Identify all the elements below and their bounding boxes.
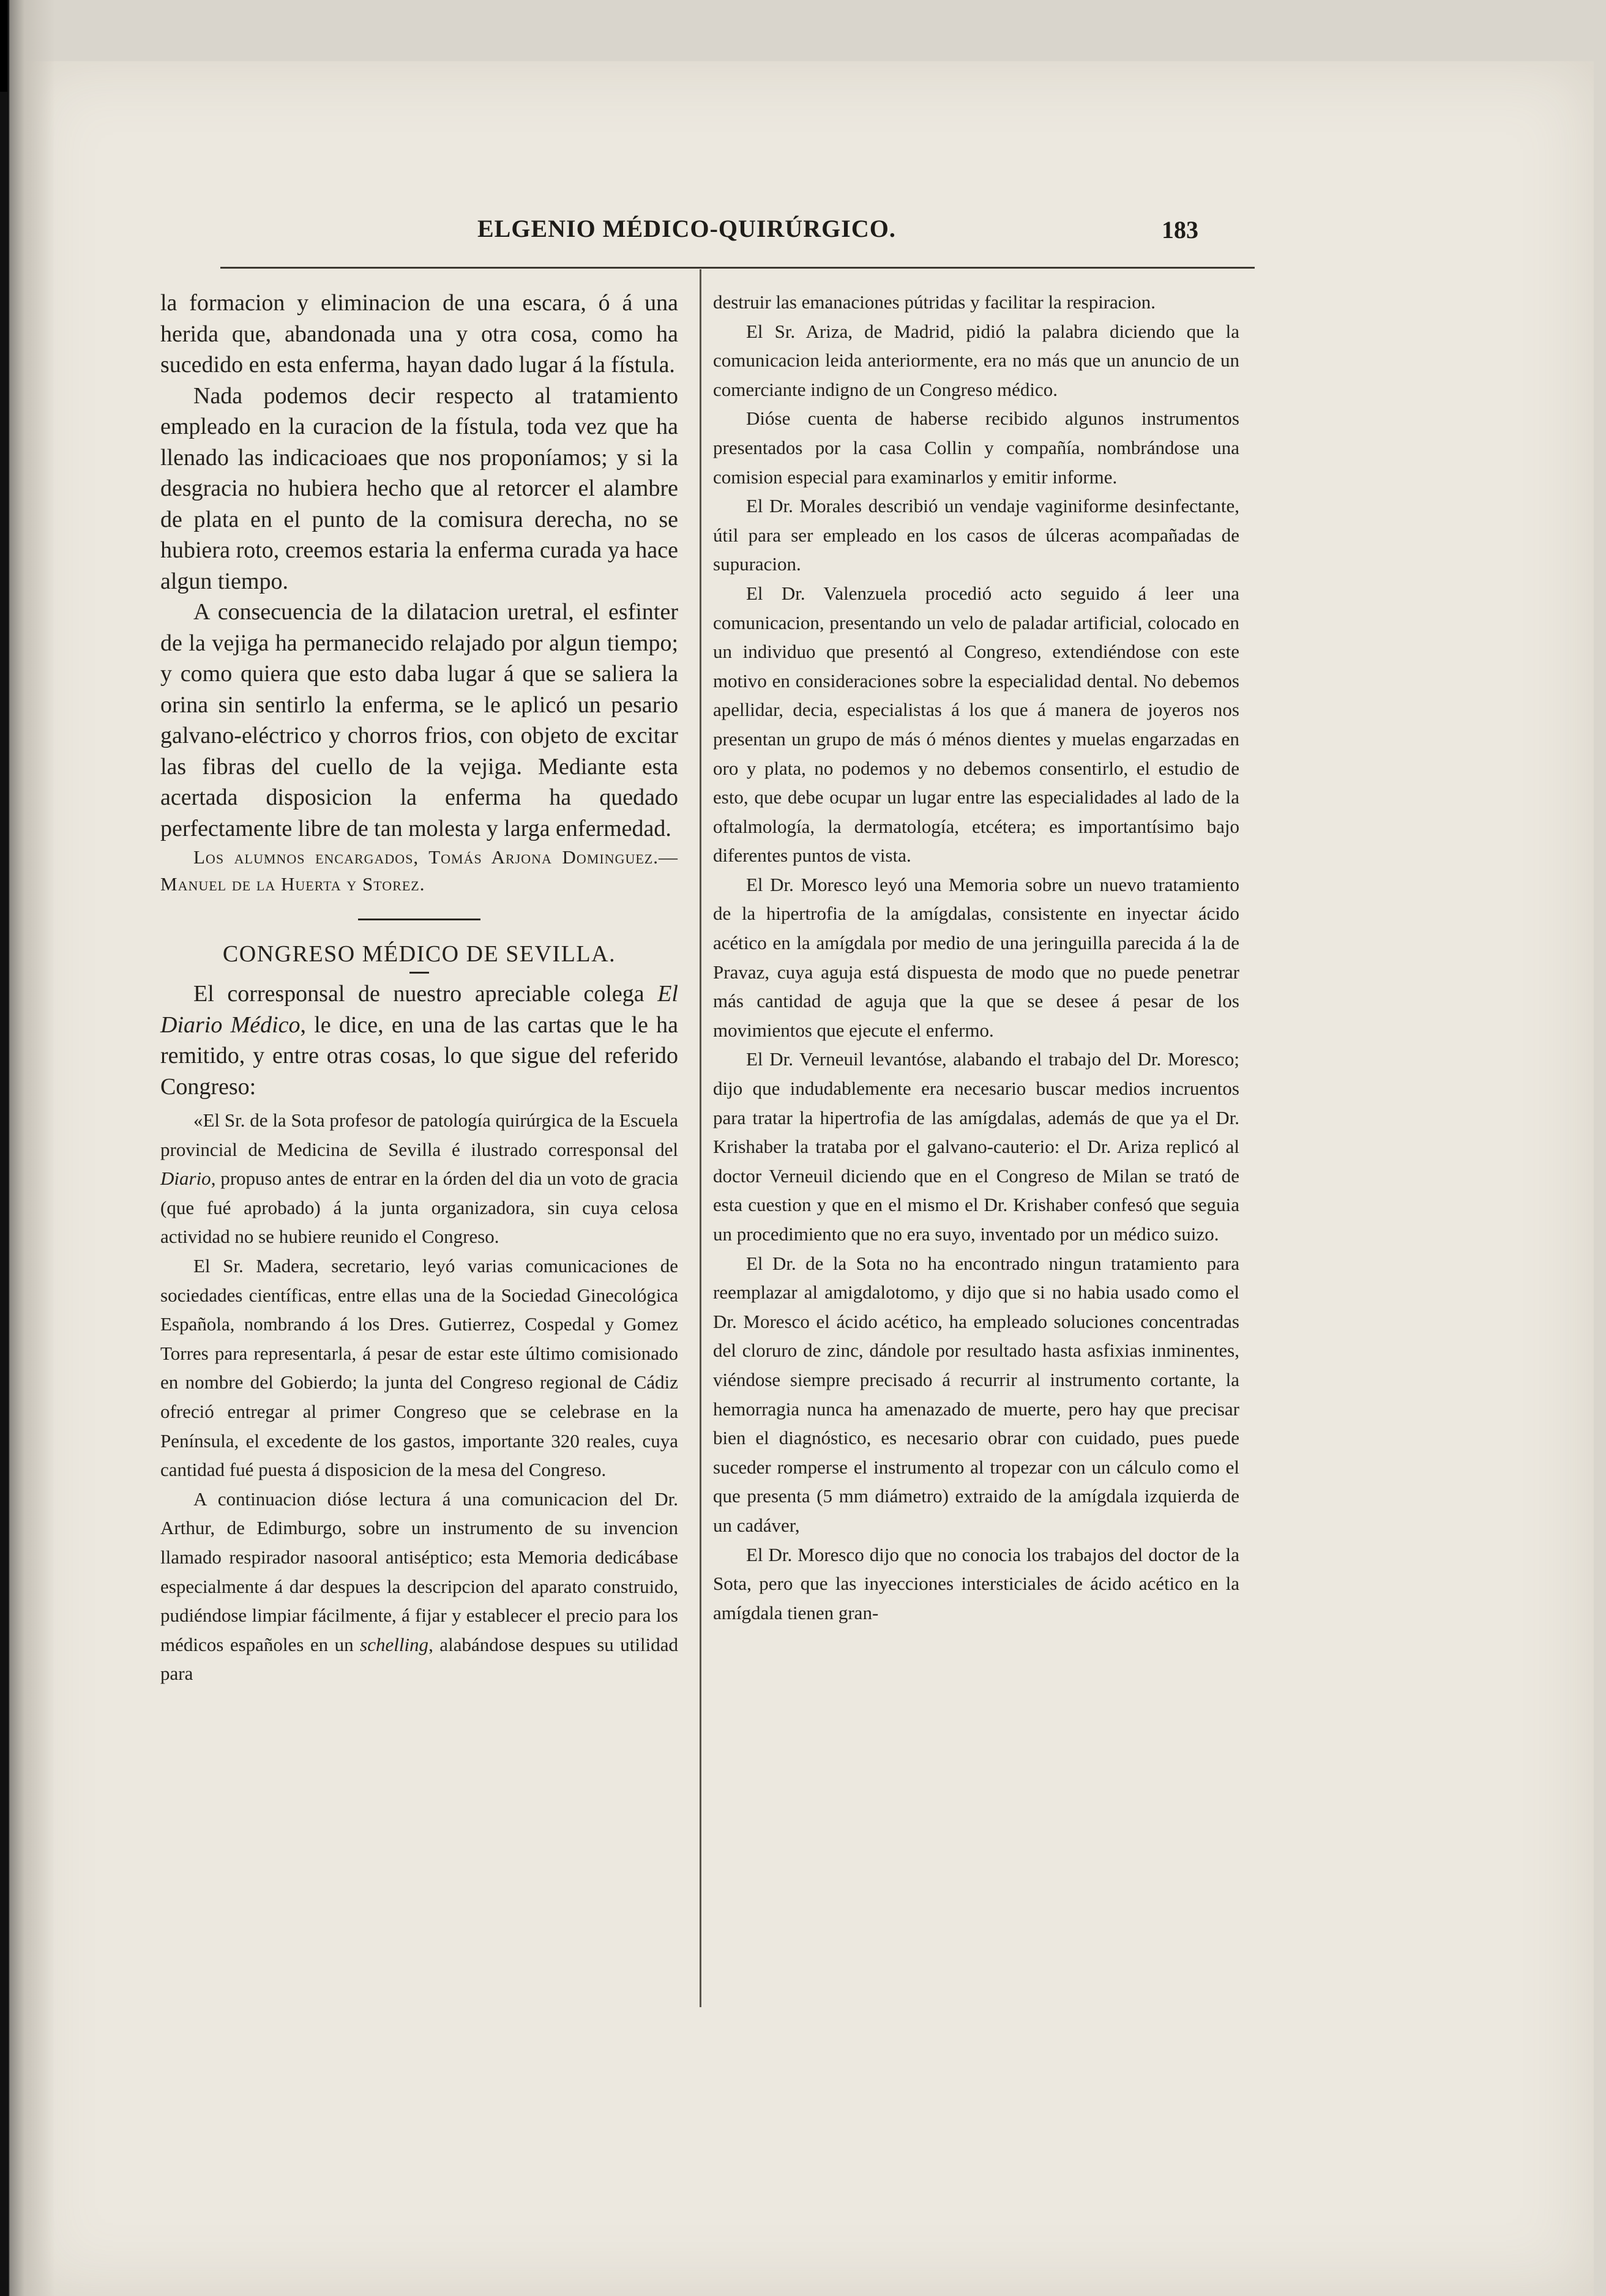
running-title: ELGENIO MÉDICO-QUIRÚRGICO.: [477, 215, 896, 242]
quote-paragraph: «El Sr. de la Sota profesor de patología quirúrgica de la Escuela provincial de Medicina de Sevilla é ilustrado corresponsal del Diario, propuso antes de entrar en la órden del dia un voto de gracia (que fué aprobado) á la junta organizadora, sin cuya celosa actividad no se hubiere reunido el Congreso.: [160, 1109, 678, 1248]
left-column: [160, 288, 678, 1688]
paragraph: Nada podemos decir respecto al tratamiento empleado en la curacion de la fístula, toda vez que ha llenado las indicacioaes que nos proponíamos; y si la desgracia no hubiera hecho que al retorcer el alambre de plata en el punto de la comisura derecha, no se hubiera roto, creemos estaria la enferma curada ya hace algun tiempo.: [160, 382, 678, 594]
paragraph: El Dr. de la Sota no ha encontrado ningun tratamiento para reemplazar al amigdalotomo, y dijo que si no habia usado como el Dr. Moresco el ácido acético, ha empleado soluciones concentradas del cloruro de zinc, dándole por resultado hasta asfixias inminentes, viéndose siempre precisado á recurrir al instrumento cortante, la hemorragia nunca ha amenazado de muerte, pero hay que precisar bien el diagnóstico, es necesario obrar con cuidado, pues puede suceder romperse el instrumento al tropezar con un cálculo como el que presenta (5 mm diámetro) extraido de la amígdala izquierda de un cadáver,: [713, 1252, 1239, 1536]
paragraph: El Dr. Valenzuela procedió acto seguido á leer una comunicacion, presentando un velo de paladar artificial, colocado en un individuo que presentó al Congreso, extendiéndose con este motivo en consideraciones sobre la especialidad dental. No debemos apellidar, decia, especialistas á los que á manera de joyeros nos presentan un grupo de más ó ménos dientes y muelas engarzadas en oro y plata, no podemos y no debemos consentirlo, el estudio de esto, que debe ocupar un lugar entre las especialidades al lado de la oftalmología, la dermatología, etcétera; es importantísimo bajo diferentes puntos de vista.: [713, 582, 1239, 867]
quote-paragraph: El Sr. Madera, secretario, leyó varias comunicaciones de sociedades científicas, entre ellas una de la Sociedad Ginecológica Española, nombrando á los Dres. Gutierrez, Cospedal y Gomez Torres para representarla, á pesar de estar este último comisionado en nombre del Gobierdo; la junta del Congreso regional de Cádiz ofreció entregar al primer Congreso que se celebrase en la Península, el excedente de los gastos, importante 320 reales, cuya cantidad fué puesta á disposicion de la mesa del Congreso.: [160, 1254, 678, 1481]
paragraph: Dióse cuenta de haberse recibido algunos instrumentos presentados por la casa Collin y compañía, nombrándose una comision especial para examinarlos y emitir informe.: [713, 408, 1239, 488]
header-rule: [220, 267, 1255, 269]
author-signature: Los alumnos encargados, Tomás Arjona Dominguez.—Manuel de la Huerta y Storez.: [160, 846, 678, 895]
paragraph: El Sr. Ariza, de Madrid, pidió la palabra diciendo que la comunicacion leida anteriormente, era no más que un anuncio de un comerciante indigno de un Congreso médico.: [713, 320, 1239, 400]
binding-edge: [0, 0, 7, 92]
section-separator: [358, 919, 480, 920]
quote-paragraph: A continuacion dióse lectura á una comunicacion del Dr. Arthur, de Edimburgo, sobre un instrumento de su invencion llamado respirador nasooral antiséptico; esta Memoria dedicábase especialmente á dar despues la descripcion del aparato construido, pudiéndose limpiar fácilmente, á fijar y establecer el precio para los médicos españoles en un schelling, alabándose despues su utilidad para: [160, 1488, 678, 1685]
right-column: [713, 288, 1239, 1627]
paragraph: El Dr. Morales describió un vendaje vaginiforme desinfectante, útil para ser empleado en los casos de úlceras acompañadas de supuracion.: [713, 495, 1239, 575]
column-divider: [700, 269, 701, 2007]
paragraph: la formacion y eliminacion de una escara, ó á una herida que, abandonada una y otra cosa, como ha sucedido en esta enferma, hayan dado lugar á la fístula.: [160, 290, 678, 378]
paragraph: El Dr. Moresco dijo que no conocia los trabajos del doctor de la Sota, pero que las inyecciones intersticiales de ácido acético en la amígdala tienen gran-: [713, 1543, 1239, 1623]
page-number: 183: [1162, 216, 1198, 244]
paragraph: destruir las emanaciones pútridas y facilitar la respiracion.: [713, 291, 1156, 313]
section-title: CONGRESO MÉDICO DE SEVILLA.: [222, 941, 616, 967]
book-spine-shadow: [0, 0, 55, 2296]
paragraph: A consecuencia de la dilatacion uretral, el esfinter de la vejiga ha permanecido relajado por algun tiempo; y como quiera que esto daba lugar á que se saliera la orina sin sentirlo la enferma, se le aplicó un pesario galvano-eléctrico y chorros frios, con objeto de excitar las fibras del cuello de la vejiga. Mediante esta acertada disposicion la enferma ha quedado perfectamente libre de tan molesta y larga enfermedad.: [160, 599, 678, 841]
section-intro: El corresponsal de nuestro apreciable colega El Diario Médico, le dice, en una de las cartas que le ha remitido, y entre otras cosas, lo que sigue del referido Congreso:: [160, 981, 678, 1100]
paragraph: El Dr. Verneuil levantóse, alabando el trabajo del Dr. Moresco; dijo que indudablemente era necesario buscar medios incruentos para tratar la hipertrofia de las amígdalas, además de que ya el Dr. Krishaber la trataba por el galvano-cauterio: el Dr. Ariza replicó al doctor Verneuil diciendo que en el Congreso de Milan se trató de esta cuestion y que en el mismo el Dr. Krishaber confesó que seguia un procedimiento que no era suyo, inventado por un médico suizo.: [713, 1048, 1239, 1245]
title-dash: [409, 972, 429, 974]
paragraph: El Dr. Moresco leyó una Memoria sobre un nuevo tratamiento de la hipertrofia de la amígdalas, consistente en inyectar ácido acético en la amígdala por medio de una jeringuilla parecida á la de Pravaz, cuya aguja está dispuesta de modo que no puede penetrar más cantidad de aguja que la que se desee á pesar de los movimientos que ejecute el enfermo.: [713, 873, 1239, 1041]
